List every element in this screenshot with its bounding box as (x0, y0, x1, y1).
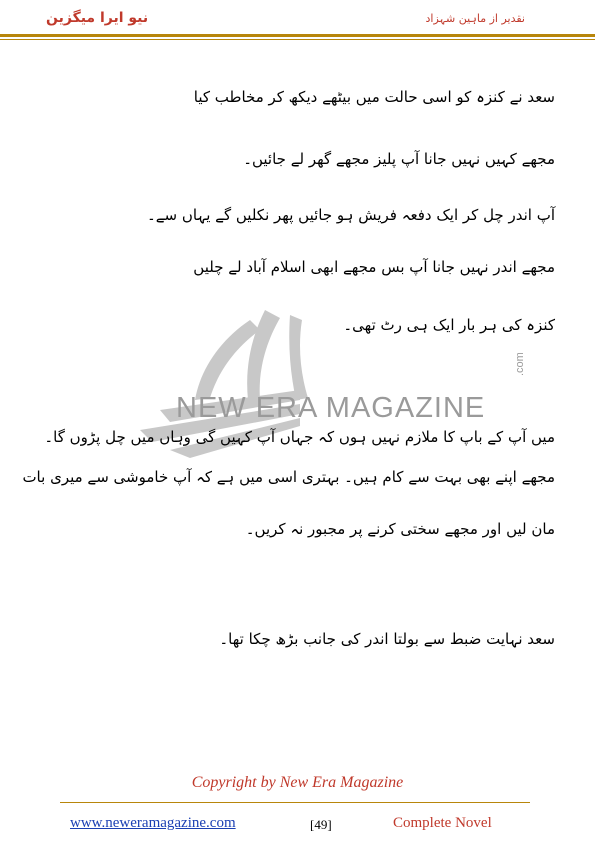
paragraph-line: مجھے کہیں نہیں جانا آپ پلیز مجھے گھر لے جائیں۔ (243, 150, 555, 168)
website-link[interactable]: www.neweramagazine.com (70, 815, 236, 831)
header-divider (0, 34, 595, 37)
watermark-text: NEW ERA MAGAZINE (176, 392, 486, 424)
paragraph-line: مان لیں اور مجھے سختی کرنے پر مجبور نہ کریں۔ (245, 520, 555, 538)
novel-type-label: Complete Novel (393, 815, 492, 831)
paragraph-line: میں آپ کے باپ کا ملازم نہیں ہوں کہ جہاں آپ کہیں گی وہاں میں چل پڑوں گا۔ (44, 428, 555, 446)
header-divider-thin (0, 39, 595, 40)
page-header (0, 0, 595, 40)
novel-title-author: نقدیر از ماہین شہزاد (425, 12, 525, 25)
paragraph-line: سعد نے کنزہ کو اسی حالت میں بیٹھے دیکھ کر مخاطب کیا (193, 88, 555, 106)
page-number: [49] (310, 817, 332, 832)
footer-divider (60, 802, 530, 803)
copyright-notice: Copyright by New Era Magazine (191, 774, 404, 791)
watermark-suffix: .com (514, 352, 526, 376)
paragraph-line: آپ اندر چل کر ایک دفعہ فریش ہو جائیں پھر نکلیں گے یہاں سے۔ (146, 206, 555, 224)
paragraph-line: مجھے اندر نہیں جانا آپ بس مجھے ابھی اسلام آباد لے چلیں (193, 258, 555, 276)
magazine-name: نیو ایرا میگزین (46, 10, 149, 26)
paragraph-line: کنزہ کی ہر بار ایک ہی رٹ تھی۔ (343, 316, 555, 334)
paragraph-line: سعد نہایت ضبط سے بولتا اندر کی جانب بڑھ چکا تھا۔ (219, 630, 555, 648)
paragraph-line: مجھے اپنے بھی بہت سے کام ہیں۔ بہتری اسی میں ہے کہ آپ خاموشی سے میری بات (22, 468, 555, 486)
